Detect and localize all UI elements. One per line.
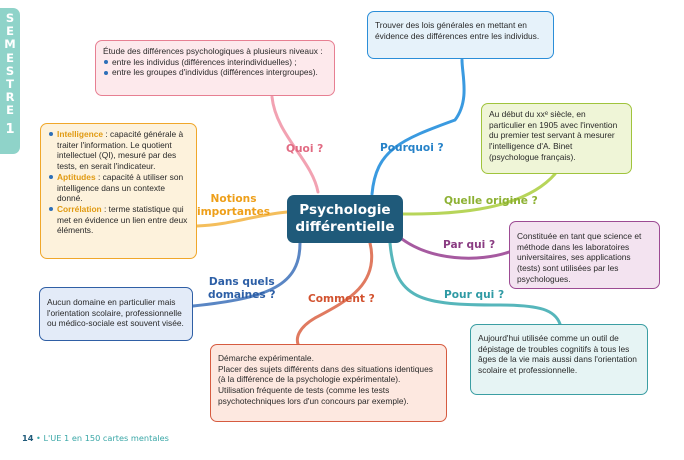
notion-definition: : capacité à utiliser son intelligence dans un contexte donné. xyxy=(57,171,184,204)
branch-label-line: domaines ? xyxy=(208,289,276,301)
book-title: L'UE 1 en 150 cartes mentales xyxy=(43,433,169,443)
domaines-box xyxy=(39,287,193,341)
quoi-intro: Étude des différences psychologiques à plusieurs niveaux : xyxy=(103,46,323,56)
central-topic-line: différentielle xyxy=(295,219,395,235)
notion-term: Aptitudes xyxy=(57,171,96,182)
notion-item xyxy=(48,129,189,172)
pour-qui-text: Aujourd'hui utilisée comme un outil de dépistage de troubles cognitifs à tous les âges de la vie mais aussi dans l'orientation scolaire et professionnelle. xyxy=(478,333,637,376)
domaines-text: Aucun domaine en particulier mais l'orientation scolaire, professionnelle ou médico-sociale est souvent visée. xyxy=(47,297,184,329)
notion-definition: : capacité générale à traiter l'information. Le quotient intellectuel (QI), mesuré par des tests, en serait l'indicateur. xyxy=(57,129,184,172)
semester-letter: T xyxy=(6,77,14,92)
branch-label-pour-qui: Pour qui ? xyxy=(444,289,505,301)
semester-word xyxy=(4,12,15,118)
connector-pourquoi xyxy=(372,60,464,194)
branch-label-line: Notions xyxy=(210,193,257,205)
origine-text: Au début du xxᵉ siècle, en particulier en 1905 avec l'invention du premier test servant à mesurer l'intelligence d'A. Binet (psychologue français). xyxy=(489,109,618,162)
semester-letter: E xyxy=(6,50,14,65)
central-topic xyxy=(287,195,403,243)
comment-line: Démarche expérimentale. xyxy=(218,353,314,363)
semester-tab xyxy=(0,8,20,154)
origine-box xyxy=(481,103,632,174)
notion-definition: : terme statistique qui met en évidence un lien entre deux éléments. xyxy=(57,203,188,236)
notions-box xyxy=(40,123,197,259)
branch-label-line: importantes xyxy=(197,206,271,218)
notion-term: Intelligence xyxy=(57,129,104,139)
page-footer xyxy=(22,433,169,443)
footer-separator: • xyxy=(36,433,41,443)
par-qui-text: Constituée en tant que science et méthode dans les laboratoires universitaires, ses applications (tests) sont utilisées par les psychologues. xyxy=(517,231,642,284)
notion-term: Corrélation xyxy=(57,203,102,214)
semester-letter: R xyxy=(5,90,15,105)
branch-label-pourquoi: Pourquoi ? xyxy=(380,142,444,154)
semester-letter: E xyxy=(6,103,14,118)
connector-origine xyxy=(403,174,555,214)
quoi-item: entre les groupes d'individus (différences intergroupes). xyxy=(103,67,327,78)
comment-line: Utilisation fréquente de tests (comme les tests psychotechniques lors d'un concours par exemple). xyxy=(218,385,409,406)
pour-qui-box xyxy=(470,324,648,395)
quoi-item: entre les individus (différences interindividuelles) ; xyxy=(103,57,327,68)
semester-letter: E xyxy=(6,24,14,39)
branch-label-quoi: Quoi ? xyxy=(286,143,324,155)
notion-item xyxy=(48,172,189,204)
page-number: 14 xyxy=(22,433,34,443)
branch-label-comment: Comment ? xyxy=(308,293,375,305)
pourquoi-text: Trouver des lois générales en mettant en évidence des différences entre les individus. xyxy=(375,20,540,41)
semester-number: 1 xyxy=(5,121,15,137)
branch-label-notions xyxy=(197,193,270,219)
central-topic-line: Psychologie xyxy=(299,202,391,218)
semester-letter: S xyxy=(5,63,15,78)
branch-label-domaines xyxy=(208,276,276,302)
semester-letter: S xyxy=(5,11,15,25)
par-qui-box xyxy=(509,221,660,289)
quoi-box xyxy=(95,40,335,96)
comment-box xyxy=(210,344,447,422)
pourquoi-box xyxy=(367,11,554,59)
comment-line: Placer des sujets différents dans des situations identiques (à la différence de la psychologie expérimentale). xyxy=(218,363,433,385)
notion-item xyxy=(48,204,189,236)
branch-label-par-qui: Par qui ? xyxy=(443,239,496,251)
branch-label-origine: Quelle origine ? xyxy=(444,195,538,207)
semester-letter: M xyxy=(4,37,16,52)
branch-label-line: Dans quels xyxy=(208,276,275,288)
